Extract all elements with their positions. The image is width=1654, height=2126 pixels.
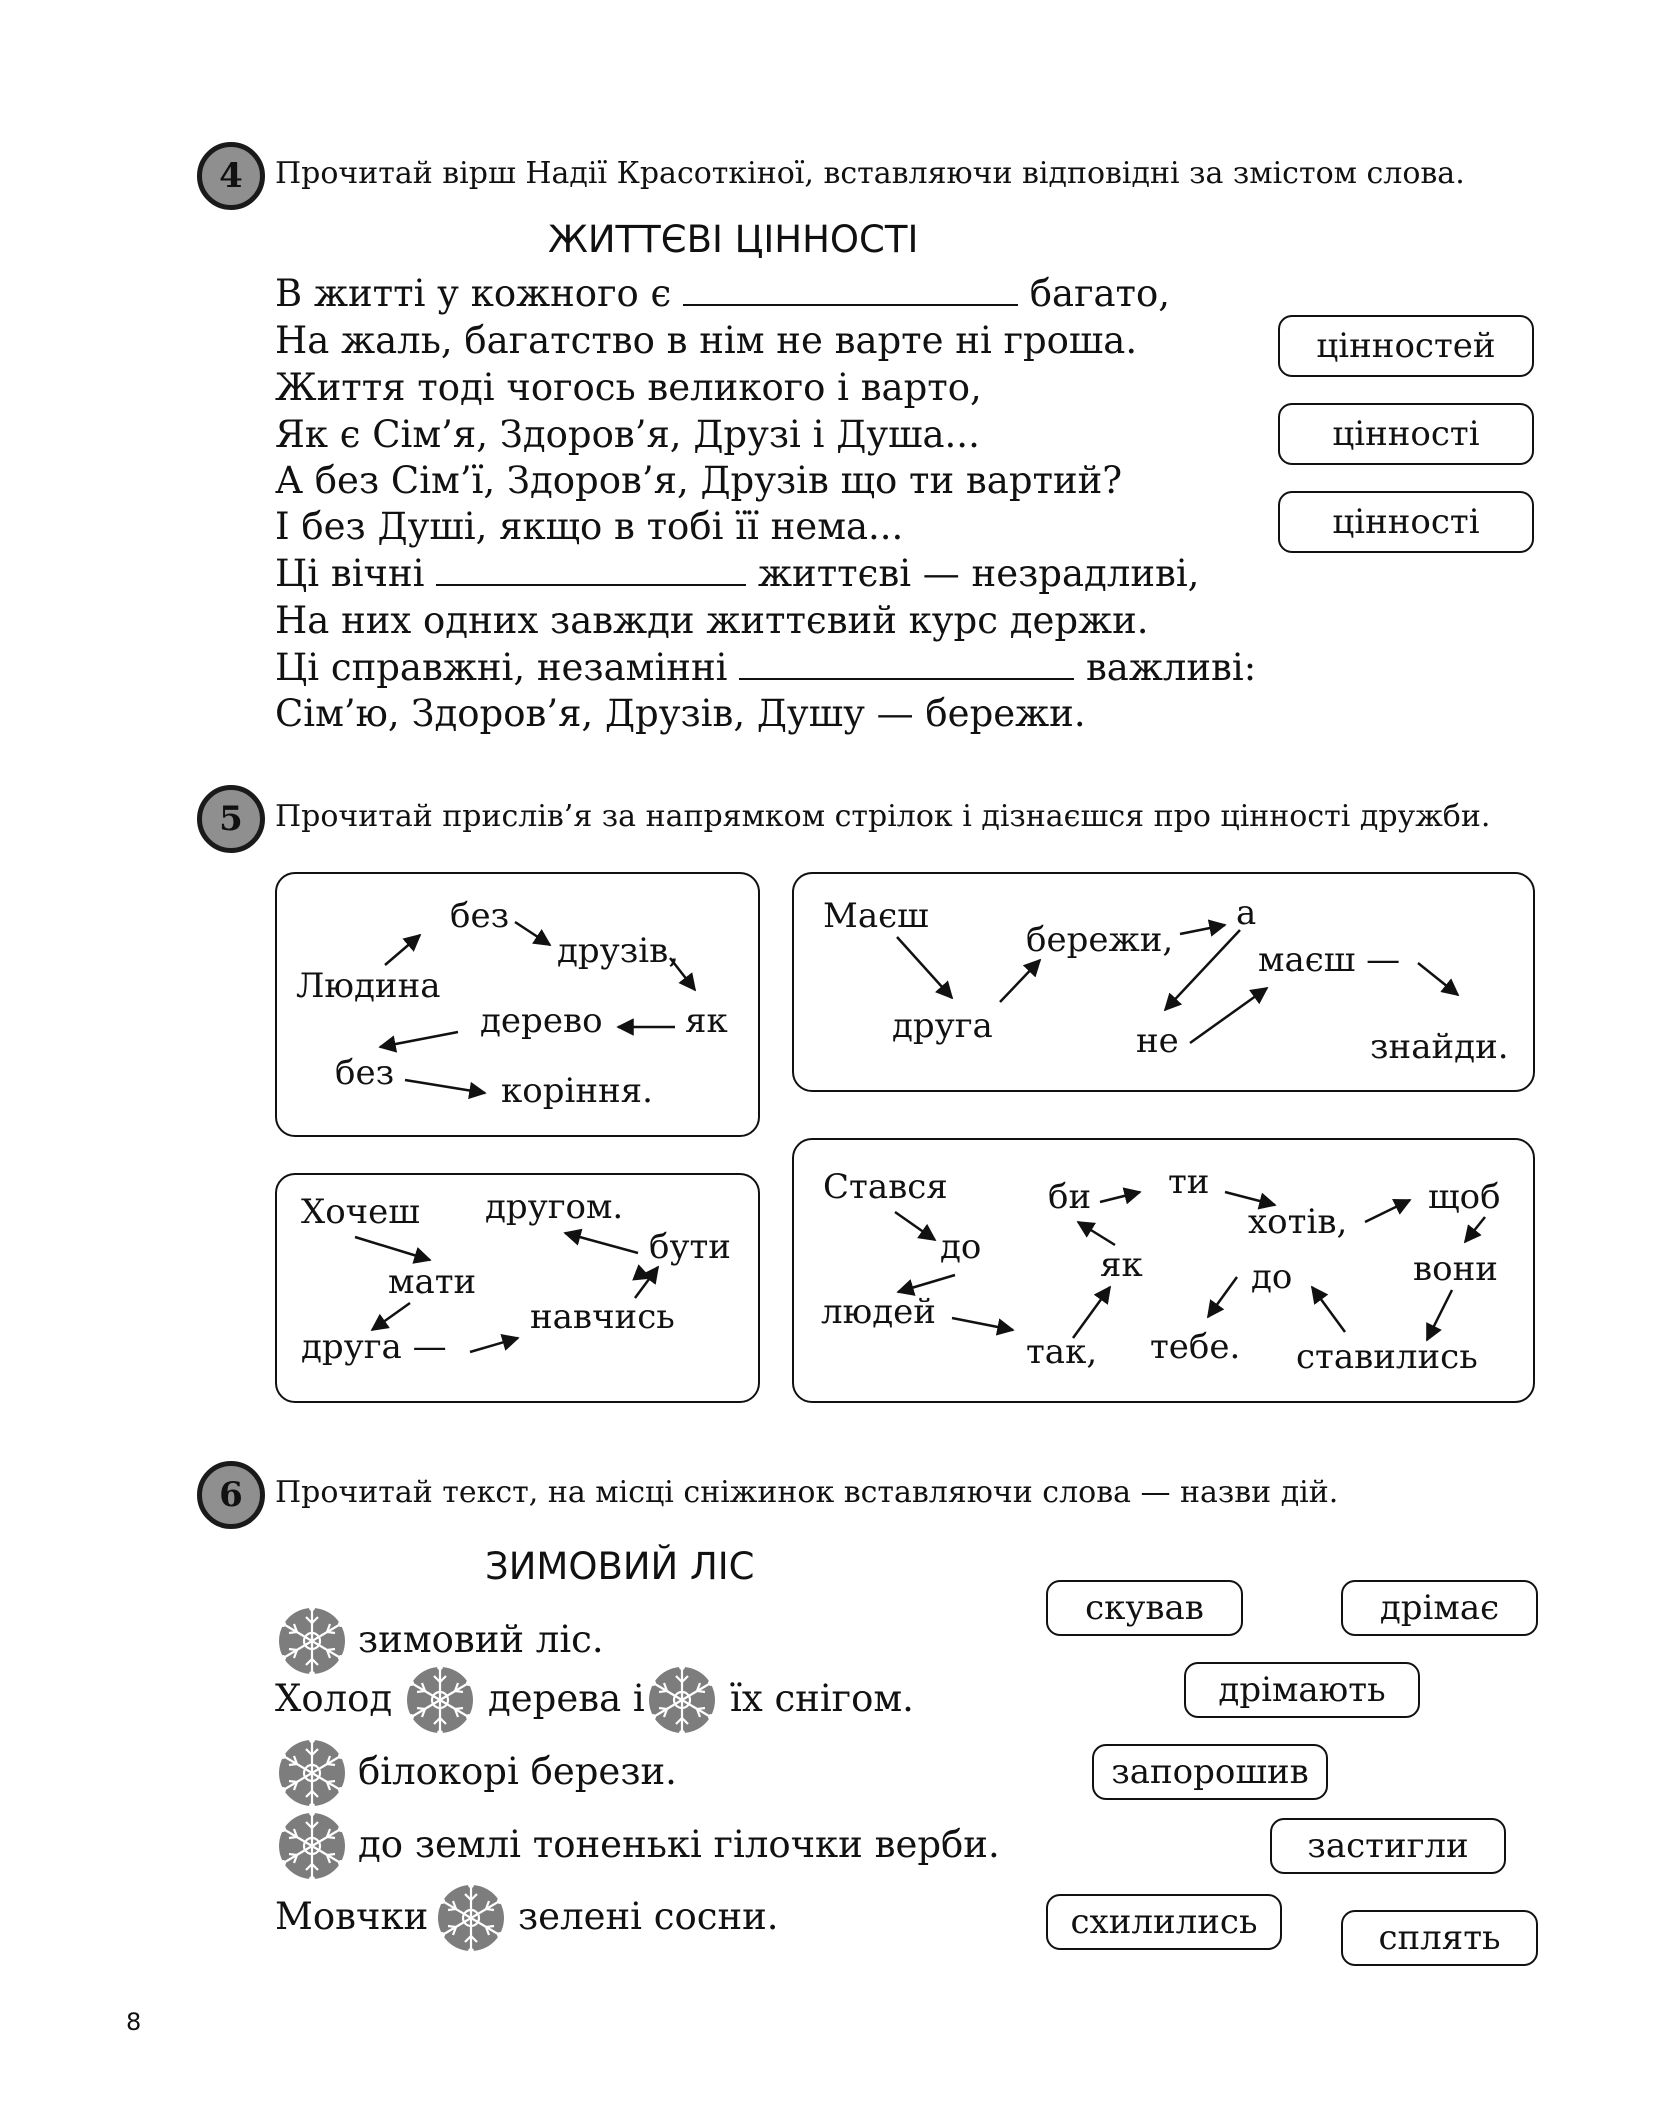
proverb-word: маєш — <box>1258 940 1401 980</box>
word-option[interactable]: дрімають <box>1184 1662 1420 1718</box>
proverb-word: тебе. <box>1150 1327 1241 1367</box>
poem-line: Життя тоді чогось великого і варто, <box>275 366 982 409</box>
text-line: Холод <box>275 1677 393 1720</box>
proverb-word: щоб <box>1428 1177 1501 1217</box>
proverb-word: Маєш <box>823 896 929 936</box>
snowflake-icon <box>275 1604 349 1678</box>
task-number-badge: 6 <box>197 1461 265 1529</box>
proverb-word: дерево <box>480 1001 603 1041</box>
task-instruction: Прочитай текст, на місці сніжинок вставляючи слова — назви дій. <box>275 1475 1339 1510</box>
task-instruction: Прочитай вірш Надії Красоткіної, вставляючи відповідні за змістом слова. <box>275 156 1465 191</box>
snowflake-icon <box>645 1663 719 1737</box>
poem-line: Сім’ю, Здоров’я, Друзів, Душу — бережи. <box>275 692 1086 735</box>
poem-line: А без Сім’ї, Здоров’я, Друзів що ти вартий? <box>275 459 1123 502</box>
snowflake-icon <box>275 1736 349 1810</box>
proverb-word: так, <box>1026 1332 1098 1372</box>
proverb-word: без <box>450 896 510 936</box>
line-text: багато, <box>1029 272 1171 315</box>
word-option[interactable]: скував <box>1046 1580 1243 1636</box>
word-option[interactable]: схилились <box>1046 1894 1282 1950</box>
text-line: Мовчки <box>275 1895 429 1938</box>
proverb-word: мати <box>388 1262 477 1302</box>
poem-line: На жаль, багатство в нім не варте ні гроша. <box>275 319 1138 362</box>
word-option[interactable]: застигли <box>1270 1818 1506 1874</box>
line-text: життєві — незрадливі, <box>758 552 1200 595</box>
word-option[interactable]: цінності <box>1278 403 1534 465</box>
page-number: 8 <box>126 2008 142 2036</box>
word-option[interactable]: цінності <box>1278 491 1534 553</box>
proverb-word: навчись <box>530 1297 675 1337</box>
proverb-word: а <box>1236 893 1257 933</box>
proverb-word: друга — <box>301 1327 447 1367</box>
task-instruction: Прочитай прислів’я за напрямком стрілок і дізнаєшся про цінності дружби. <box>275 799 1491 834</box>
proverb-word: людей <box>821 1292 936 1332</box>
proverb-word: не <box>1136 1021 1179 1061</box>
proverb-word: ставились <box>1296 1337 1478 1377</box>
text-line: їх снігом. <box>730 1677 914 1720</box>
poem-line: І без Душі, якщо в тобі її нема... <box>275 505 904 548</box>
proverb-word: друга <box>892 1006 993 1046</box>
proverb-word: Стався <box>823 1167 948 1207</box>
snowflake-icon <box>434 1881 508 1955</box>
line-text: Ці справжні, незамінні <box>275 646 728 689</box>
proverb-word: друзів, <box>557 931 680 971</box>
poem-line: Як є Сім’я, Здоров’я, Друзі і Душа... <box>275 413 980 456</box>
text-line: зелені сосни. <box>518 1895 779 1938</box>
text-line: до землі тоненькі гілочки верби. <box>358 1823 1000 1866</box>
proverb-word: би <box>1048 1177 1092 1217</box>
poem-title: ЖИТТЄВІ ЦІННОСТІ <box>548 218 919 261</box>
proverb-word: знайди. <box>1370 1027 1509 1067</box>
proverb-word: хотів, <box>1248 1202 1348 1242</box>
text-line: зимовий ліс. <box>358 1618 604 1661</box>
proverb-word: як <box>685 1001 728 1041</box>
proverb-word: другом. <box>485 1187 624 1227</box>
proverb-word: до <box>940 1227 982 1267</box>
task-number-badge: 4 <box>197 142 265 210</box>
proverb-word: вони <box>1413 1249 1498 1289</box>
proverb-word: Людина <box>296 966 441 1006</box>
word-option[interactable]: запорошив <box>1092 1744 1328 1800</box>
text-title: ЗИМОВИЙ ЛІС <box>485 1545 755 1588</box>
snowflake-icon <box>275 1809 349 1883</box>
word-option[interactable]: сплять <box>1341 1910 1538 1966</box>
word-option[interactable]: дрімає <box>1341 1580 1538 1636</box>
line-text: Ці вічні <box>275 552 425 595</box>
poem-line: На них одних завжди життєвий курс держи. <box>275 599 1149 642</box>
proverb-word: бережи, <box>1026 920 1174 960</box>
proverb-word: без <box>335 1053 395 1093</box>
proverb-word: як <box>1100 1245 1143 1285</box>
proverb-word: ти <box>1168 1162 1210 1202</box>
snowflake-icon <box>403 1663 477 1737</box>
proverb-word: Хочеш <box>301 1192 420 1232</box>
word-option[interactable]: цінностей <box>1278 315 1534 377</box>
text-line: дерева і <box>488 1677 645 1720</box>
line-text: важливі: <box>1085 646 1257 689</box>
proverb-word: бути <box>649 1227 731 1267</box>
line-text: В житті у кожного є <box>275 272 672 315</box>
proverb-word: коріння. <box>501 1071 653 1111</box>
task-number-badge: 5 <box>197 785 265 853</box>
text-line: білокорі берези. <box>358 1750 677 1793</box>
proverb-word: до <box>1251 1257 1293 1297</box>
